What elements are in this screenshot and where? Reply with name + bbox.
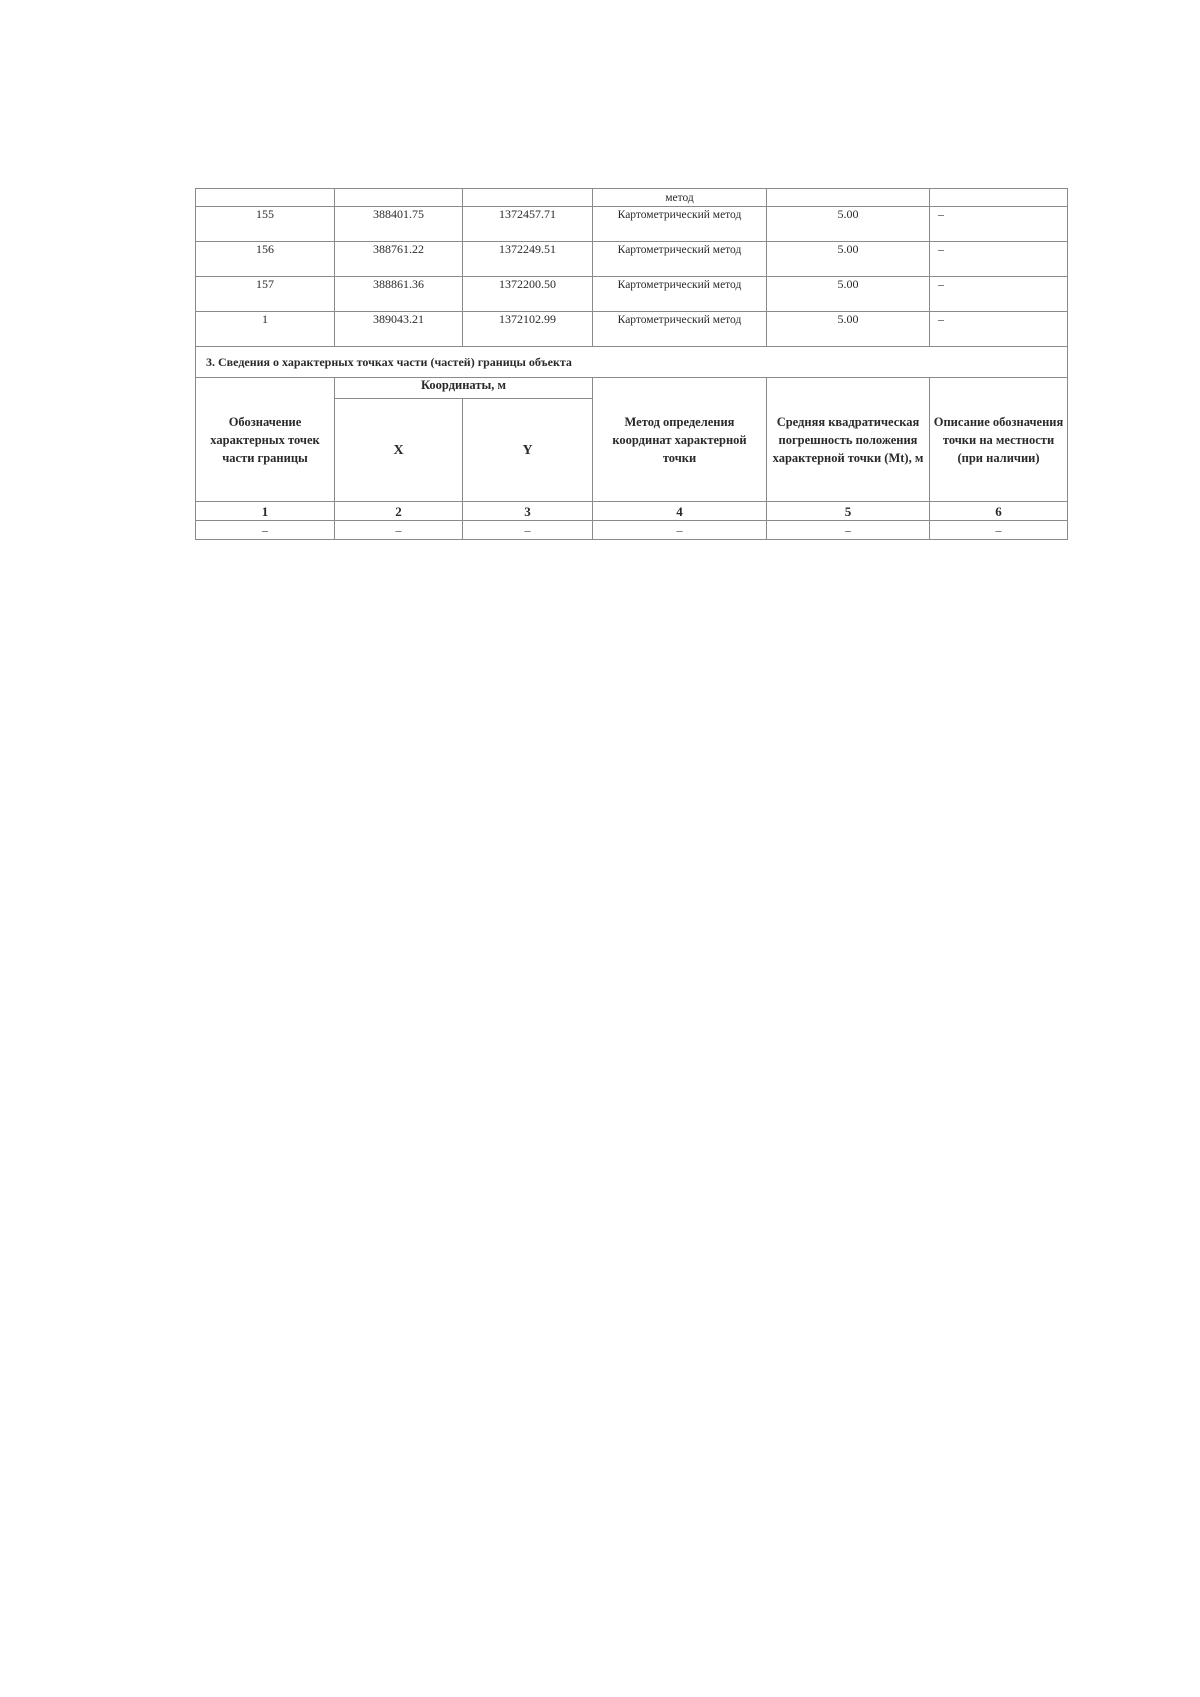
cell-empty xyxy=(196,189,335,207)
cell-empty xyxy=(767,189,930,207)
header-description: Описание обозначения точки на местности (при наличии) xyxy=(930,378,1068,502)
header-row xyxy=(196,378,1068,399)
cell-empty xyxy=(930,189,1068,207)
empty-cell: – xyxy=(767,521,930,540)
point-cell: 155 xyxy=(196,207,335,242)
column-number: 1 xyxy=(196,502,335,521)
method-cell: Картометрический метод xyxy=(593,207,767,242)
table-row xyxy=(196,207,1068,242)
boundary-points-table xyxy=(195,188,1068,540)
y-cell: 1372249.51 xyxy=(463,242,593,277)
accuracy-cell: 5.00 xyxy=(767,277,930,312)
y-cell: 1372200.50 xyxy=(463,277,593,312)
description-cell: – xyxy=(930,312,1068,347)
table-row xyxy=(196,277,1068,312)
point-cell: 157 xyxy=(196,277,335,312)
table-row xyxy=(196,312,1068,347)
point-cell: 1 xyxy=(196,312,335,347)
empty-cell: – xyxy=(335,521,463,540)
column-number: 4 xyxy=(593,502,767,521)
description-cell: – xyxy=(930,277,1068,312)
header-y: Y xyxy=(463,399,593,502)
empty-row xyxy=(196,521,1068,540)
method-cell: Картометрический метод xyxy=(593,277,767,312)
accuracy-cell: 5.00 xyxy=(767,242,930,277)
method-tail-cell: метод xyxy=(593,189,767,207)
column-number: 5 xyxy=(767,502,930,521)
accuracy-cell: 5.00 xyxy=(767,207,930,242)
point-cell: 156 xyxy=(196,242,335,277)
x-cell: 388761.22 xyxy=(335,242,463,277)
header-coordinates: Координаты, м xyxy=(335,378,593,399)
empty-cell: – xyxy=(196,521,335,540)
method-cell: Картометрический метод xyxy=(593,312,767,347)
section-title-row xyxy=(196,347,1068,378)
description-cell: – xyxy=(930,242,1068,277)
column-number: 2 xyxy=(335,502,463,521)
accuracy-cell: 5.00 xyxy=(767,312,930,347)
empty-cell: – xyxy=(463,521,593,540)
y-cell: 1372457.71 xyxy=(463,207,593,242)
empty-cell: – xyxy=(593,521,767,540)
header-point: Обозначение характерных точек части границы xyxy=(196,378,335,502)
x-cell: 388401.75 xyxy=(335,207,463,242)
cell-empty xyxy=(335,189,463,207)
header-method: Метод определения координат характерной точки xyxy=(593,378,767,502)
x-cell: 388861.36 xyxy=(335,277,463,312)
y-cell: 1372102.99 xyxy=(463,312,593,347)
empty-cell: – xyxy=(930,521,1068,540)
x-cell: 389043.21 xyxy=(335,312,463,347)
section-title: 3. Сведения о характерных точках части (частей) границы объекта xyxy=(196,347,1068,378)
header-x: X xyxy=(335,399,463,502)
method-cell: Картометрический метод xyxy=(593,242,767,277)
table-row xyxy=(196,242,1068,277)
column-number: 6 xyxy=(930,502,1068,521)
column-number: 3 xyxy=(463,502,593,521)
column-numbers-row xyxy=(196,502,1068,521)
continuation-row xyxy=(196,189,1068,207)
description-cell: – xyxy=(930,207,1068,242)
cell-empty xyxy=(463,189,593,207)
header-accuracy: Средняя квадратическая погрешность положения характерной точки (Mt), м xyxy=(767,378,930,502)
